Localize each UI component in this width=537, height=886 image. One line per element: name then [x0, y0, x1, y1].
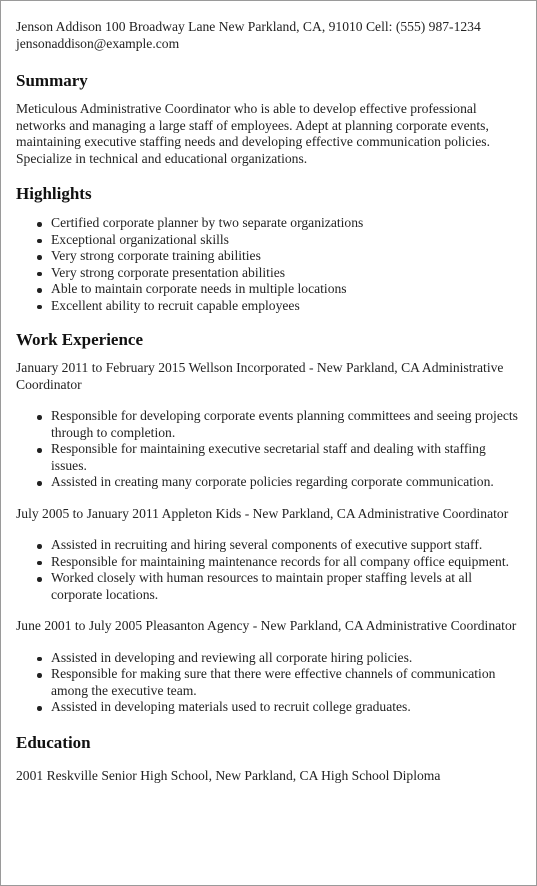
- job-header: June 2001 to July 2005 Pleasanton Agency - New Parkland, CA Administrative Coordinator: [16, 618, 517, 633]
- list-item: Assisted in recruiting and hiring several components of executive support staff.: [51, 537, 521, 554]
- list-item: Worked closely with human resources to maintain proper staffing levels at all corporate locations.: [51, 570, 521, 603]
- highlights-list: [16, 215, 521, 314]
- list-item: Responsible for maintaining maintenance records for all company office equipment.: [51, 554, 521, 571]
- education-text: 2001 Reskville Senior High School, New Parkland, CA High School Diploma: [16, 767, 441, 783]
- list-item: Able to maintain corporate needs in multiple locations: [51, 281, 521, 298]
- summary-heading: Summary: [16, 71, 88, 90]
- job-header: January 2011 to February 2015 Wellson Incorporated - New Parkland, CA Administrative Coordinator: [16, 360, 504, 392]
- job-entry: [16, 360, 521, 491]
- list-item: Very strong corporate presentation abilities: [51, 265, 521, 282]
- resume-content: [16, 19, 521, 784]
- job-bullets: [16, 650, 521, 716]
- highlights-heading: Highlights: [16, 184, 92, 203]
- work-heading: Work Experience: [16, 330, 144, 349]
- list-item: Excellent ability to recruit capable employees: [51, 298, 521, 315]
- list-item: Responsible for developing corporate events planning committees and seeing projects through to completion.: [51, 408, 521, 441]
- contact-email: jensonaddison@example.com: [16, 35, 180, 51]
- list-item: Responsible for making sure that there were effective channels of communication among the executive team.: [51, 666, 521, 699]
- list-item: Assisted in developing materials used to recruit college graduates.: [51, 699, 521, 716]
- job-entry: [16, 618, 521, 716]
- job-entry: [16, 506, 521, 604]
- summary-text: Meticulous Administrative Coordinator who is able to develop effective professional networks and managing a large staff of employees. Adept at planning corporate events, maintaining executive staffing needs and developing effective communication policies. Specialize in technical and educational organizations.: [16, 101, 490, 166]
- list-item: Certified corporate planner by two separate organizations: [51, 215, 521, 232]
- contact-block: [16, 19, 521, 52]
- job-bullets: [16, 408, 521, 491]
- job-header: July 2005 to January 2011 Appleton Kids - New Parkland, CA Administrative Coordinator: [16, 505, 509, 521]
- job-bullets: [16, 537, 521, 603]
- list-item: Assisted in creating many corporate policies regarding corporate communication.: [51, 474, 521, 491]
- list-item: Very strong corporate training abilities: [51, 248, 521, 265]
- list-item: Assisted in developing and reviewing all corporate hiring policies.: [51, 650, 521, 667]
- list-item: Exceptional organizational skills: [51, 232, 521, 249]
- education-heading: Education: [16, 732, 91, 752]
- contact-line: Jenson Addison 100 Broadway Lane New Parkland, CA, 91010 Cell: (555) 987-1234: [16, 19, 481, 34]
- list-item: Responsible for maintaining executive secretarial staff and dealing with staffing issues.: [51, 441, 521, 474]
